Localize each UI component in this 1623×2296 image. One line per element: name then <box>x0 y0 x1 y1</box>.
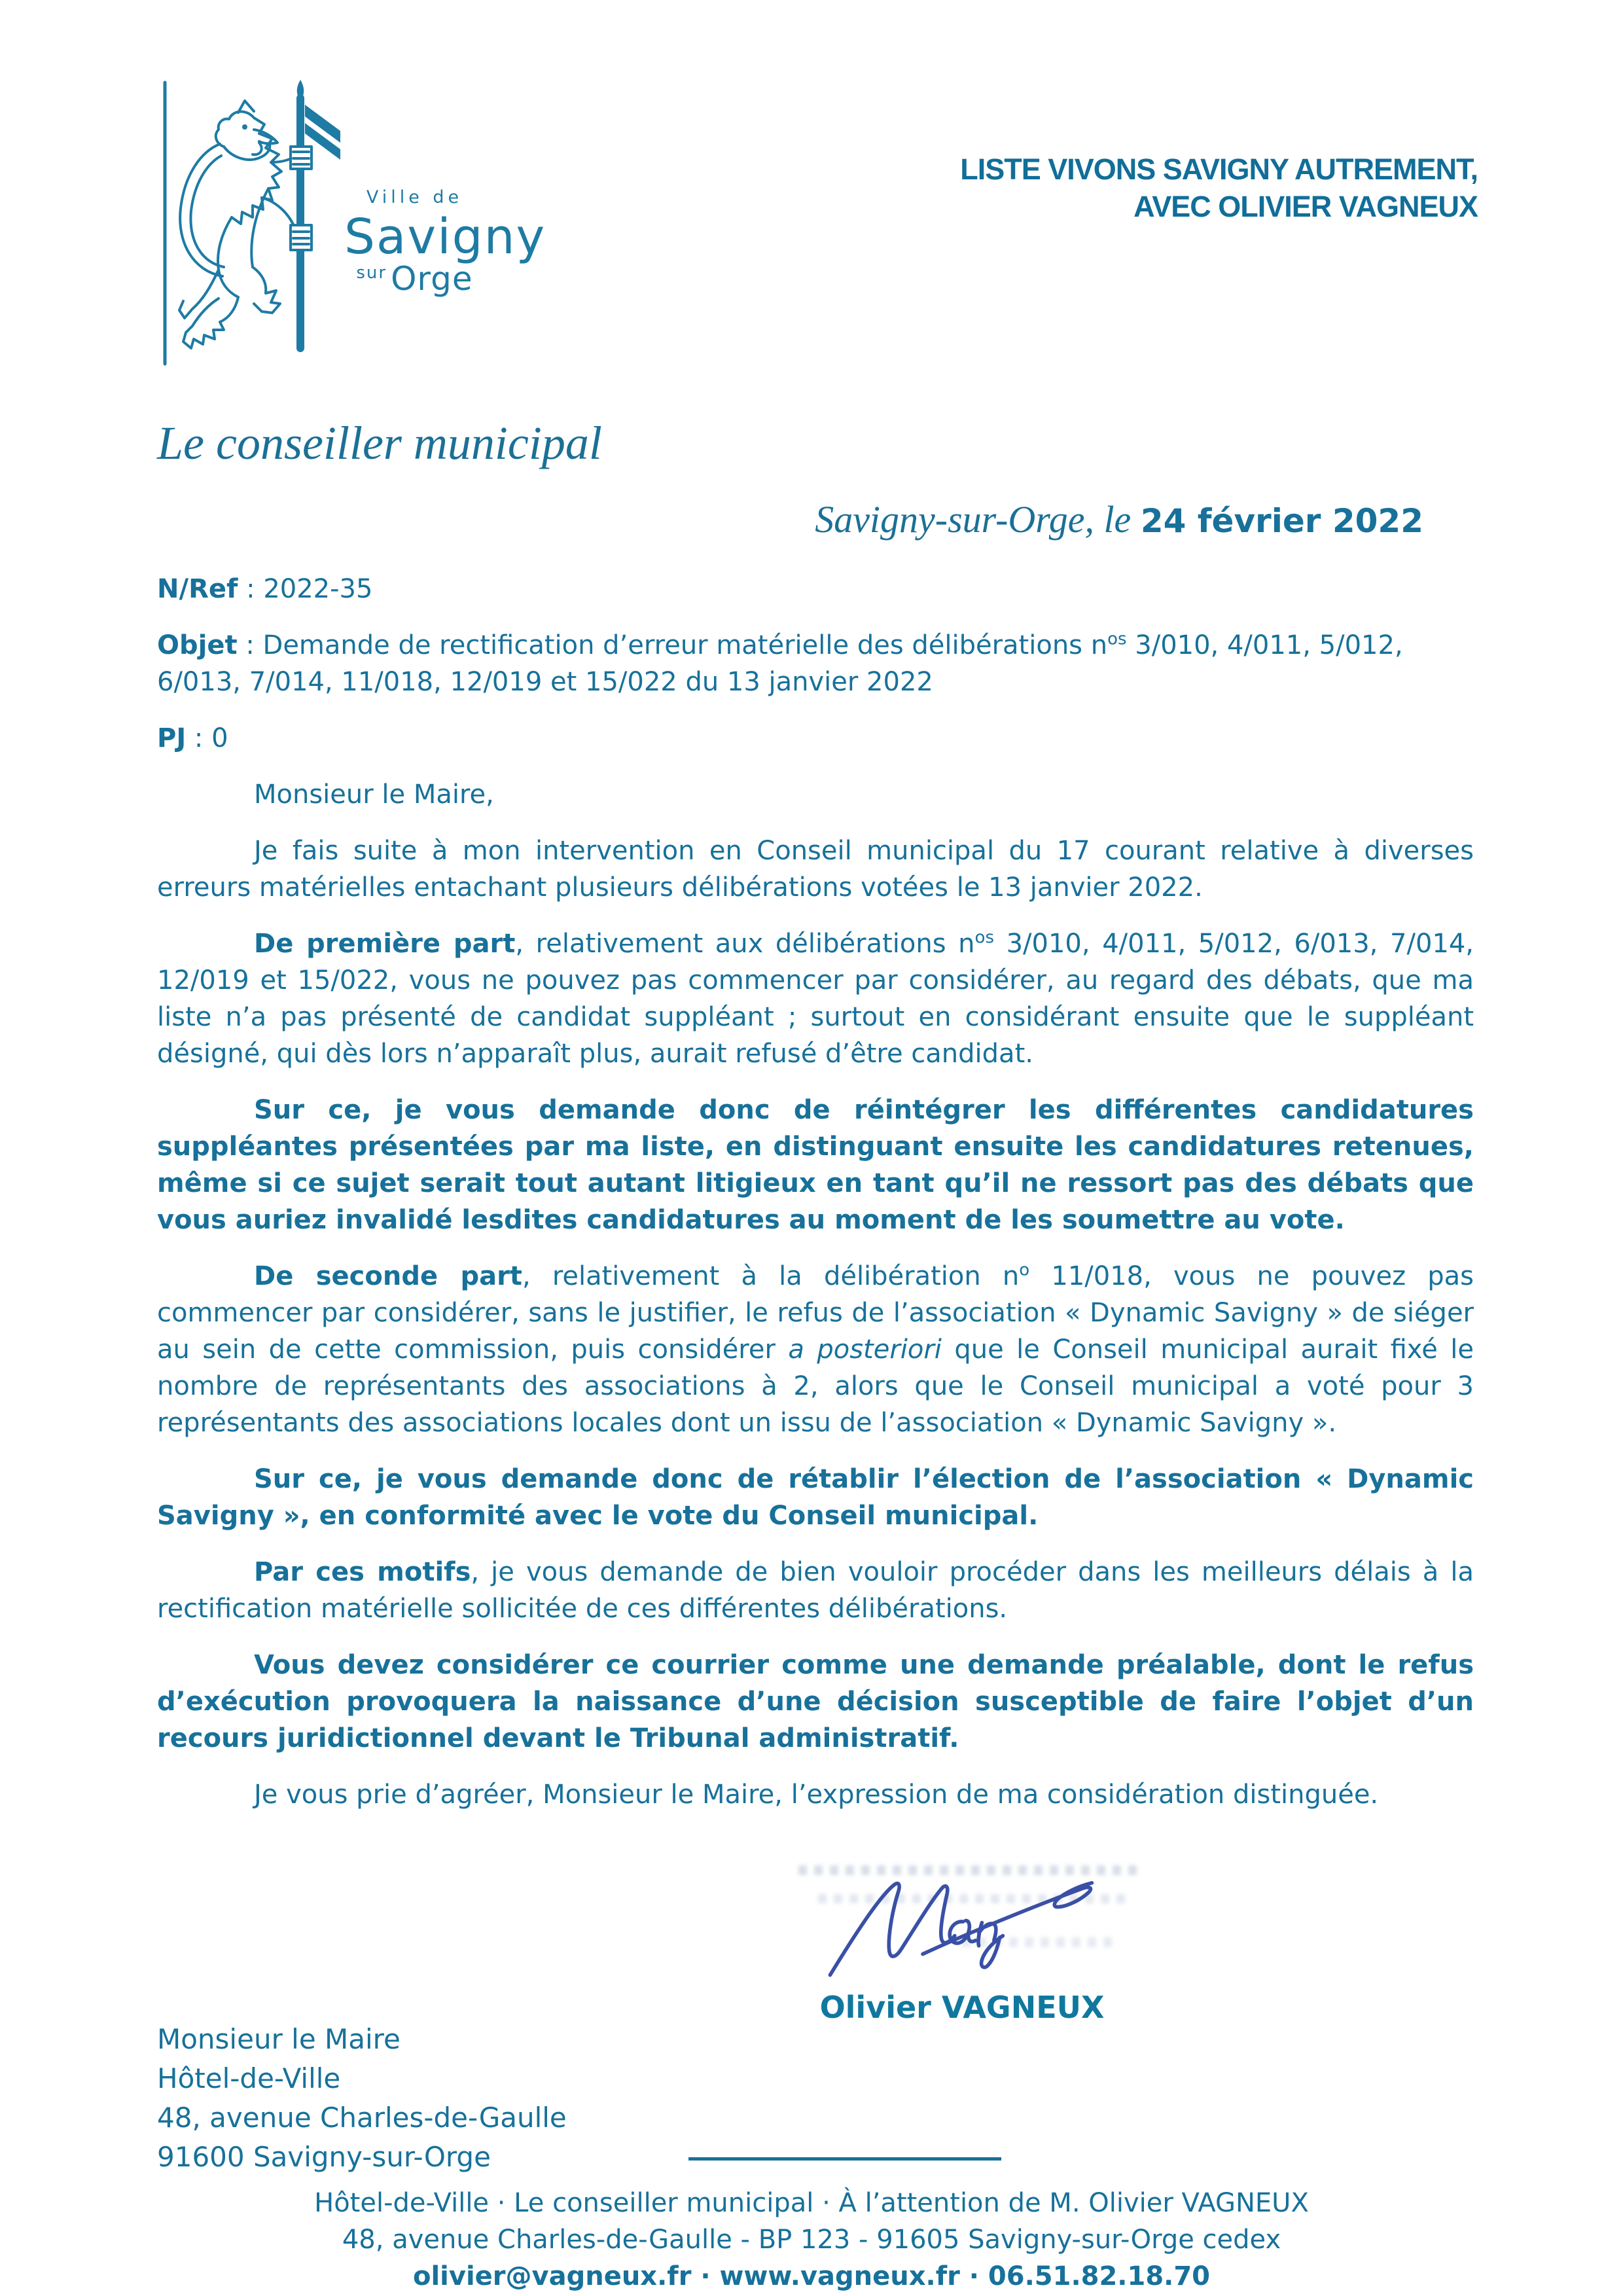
par-ces-motifs-lead: Par ces motifs <box>254 1557 471 1587</box>
list-header <box>960 151 1478 225</box>
premiere-part-superscript: os <box>974 927 994 948</box>
pj-sep: : <box>186 723 212 753</box>
letter-body <box>157 571 1474 1833</box>
objet-text: Demande de rectification d’erreur matérielle des délibérations n <box>262 630 1108 660</box>
recipient-address <box>157 2020 567 2177</box>
dateline-place: Savigny-sur-Orge, le <box>815 498 1141 541</box>
logo-sur: sur <box>356 263 387 283</box>
salutation: Monsieur le Maire, <box>254 780 494 810</box>
paragraph-seconde-part <box>157 1258 1474 1441</box>
recipient-line: 48, avenue Charles-de-Gaulle <box>157 2102 567 2134</box>
paragraph-par-ces-motifs <box>157 1554 1474 1627</box>
reference-value: 2022-35 <box>263 574 373 604</box>
premiere-part-text: , relativement aux délibérations n <box>515 929 975 959</box>
signature-block <box>746 1854 1178 2025</box>
logo-orge: Orge <box>391 260 473 298</box>
par-ces-motifs-text: , je vous demande de bien vouloir procéder dans les meilleurs délais à la rectification matérielle sollicitée de ces différentes délibérations. <box>157 1557 1474 1624</box>
sender-title: Le conseiller municipal <box>157 417 602 469</box>
recipient-line: 91600 Savigny-sur-Orge <box>157 2141 491 2173</box>
pj-line <box>157 720 1474 757</box>
objet-text-rest: 3/010, 4/011, 5/012, 6/013, 7/014, 11/018, 12/019 et 15/022 du 13 janvier 2022 <box>157 630 1403 697</box>
objet-line <box>157 627 1474 700</box>
closing-formula: Je vous prie d’agréer, Monsieur le Maire, l’expression de ma considération distinguée. <box>254 1780 1379 1810</box>
seconde-part-text3: que le Conseil municipal aurait fixé le nombre de représentants des associations à 2, alors que le Conseil municipal a voté pour 3 représentants des associations locales dont un issu de l’association « Dynamic Savigny ». <box>157 1335 1474 1438</box>
logo-city-prefix: Ville de <box>366 187 463 207</box>
logo-wordmark <box>344 187 546 298</box>
footer-divider <box>688 2157 1001 2161</box>
recipient-line: Hôtel-de-Ville <box>157 2062 341 2094</box>
list-header-line1: LISTE VIVONS SAVIGNY AUTREMENT, <box>960 152 1478 186</box>
logo-city-main: Savigny <box>344 209 546 265</box>
seconde-part-text2: 11/018, vous ne pouvez pas commencer par considérer, sans le justifier, le refus de l’association « Dynamic Savigny » de siéger au sein de cette commission, puis considérer <box>157 1261 1474 1365</box>
dateline <box>815 497 1423 541</box>
list-header-line2: AVEC OLIVIER VAGNEUX <box>1133 190 1478 223</box>
recipient-line: Monsieur le Maire <box>157 2023 401 2055</box>
page-footer <box>0 2185 1623 2295</box>
city-logo <box>156 79 546 372</box>
logo-city-sub <box>344 260 485 298</box>
seconde-part-latin: a posteriori <box>788 1335 942 1365</box>
objet-sep: : <box>237 630 263 660</box>
seconde-part-text: , relativement à la délibération n <box>522 1261 1020 1291</box>
dateline-date: 24 février 2022 <box>1140 502 1423 540</box>
reference-label: N/Ref <box>157 574 238 604</box>
seconde-part-superscript: o <box>1019 1260 1030 1280</box>
paragraph-premiere-part <box>157 925 1474 1072</box>
paragraph-demande-prealable: Vous devez considérer ce courrier comme une demande préalable, dont le refus d’exécution provoquera la naissance d’une décision susceptible de faire l’objet d’un recours juridictionnel devant le Tribunal administratif. <box>157 1650 1474 1753</box>
premiere-part-text-rest: 3/010, 4/011, 5/012, 6/013, 7/014, 12/019 et 15/022, vous ne pouvez pas commencer par considérer, au regard des débats, que ma liste n’a pas présenté de candidat suppléant ; surtout en considérant ensuite que le suppléant désigné, qui dès lors n’apparaît plus, aurait refusé d’être candidat. <box>157 929 1474 1069</box>
paragraph-demande-retablir: Sur ce, je vous demande donc de rétablir l’élection de l’association « Dynamic Savigny », en conformité avec le vote du Conseil municipal. <box>157 1464 1474 1531</box>
footer-contact: olivier@vagneux.fr · www.vagneux.fr · 06.51.82.18.70 <box>412 2261 1211 2291</box>
reference-sep: : <box>238 574 264 604</box>
signer-name: Olivier VAGNEUX <box>819 1990 1105 2025</box>
paragraph-demande-reintegrer: Sur ce, je vous demande donc de réintégrer les différentes candidatures suppléantes présentées par ma liste, en distinguant ensuite les candidatures retenues, même si ce sujet serait tout autant litigieux en tant qu’il ne ressort pas des débats que vous auriez invalidé lesdites candidatures au moment de les soumettre au vote. <box>157 1095 1474 1235</box>
paragraph-intro: Je fais suite à mon intervention en Conseil municipal du 17 courant relative à diverses erreurs matérielles entachant plusieurs délibérations votées le 13 janvier 2022. <box>157 836 1474 903</box>
objet-superscript: os <box>1107 629 1127 649</box>
footer-line2: 48, avenue Charles-de-Gaulle - BP 123 - 91605 Savigny-sur-Orge cedex <box>342 2225 1281 2255</box>
pj-label: PJ <box>157 723 187 753</box>
footer-line1: Hôtel-de-Ville · Le conseiller municipal · À l’attention de M. Olivier VAGNEUX <box>314 2188 1309 2218</box>
seconde-part-lead: De seconde part <box>254 1261 522 1291</box>
objet-label: Objet <box>157 630 238 660</box>
premiere-part-lead: De première part <box>254 929 516 959</box>
pj-value: 0 <box>211 723 228 753</box>
reference-line <box>157 571 1474 607</box>
handwritten-signature <box>779 1854 1145 1984</box>
